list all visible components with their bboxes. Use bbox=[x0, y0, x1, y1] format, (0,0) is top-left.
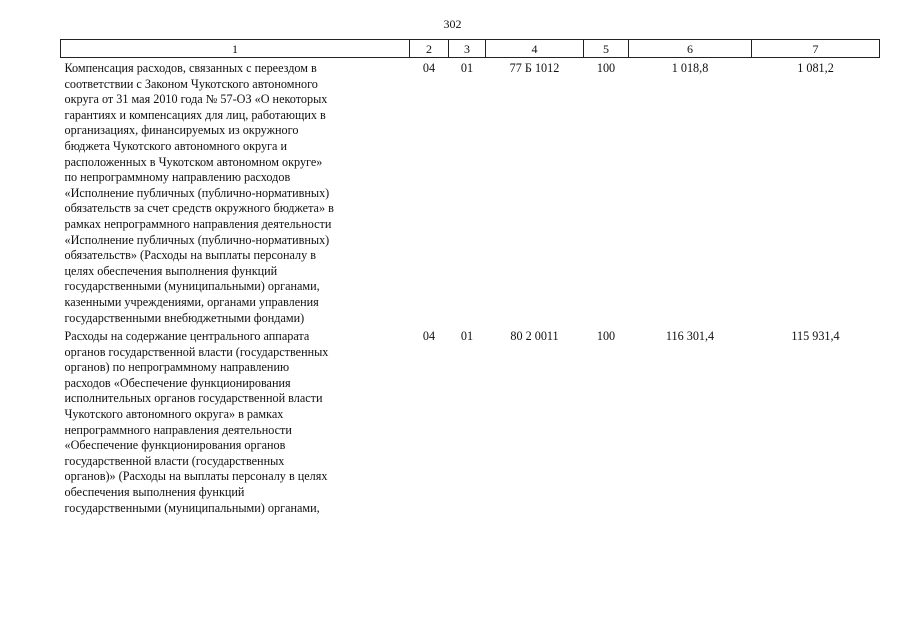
row-expense-type: 100 bbox=[596, 61, 616, 75]
row-expense-type: 100 bbox=[596, 329, 616, 344]
row-amount-1: 1 018,8 bbox=[671, 61, 709, 75]
row-section: 04 bbox=[422, 329, 436, 344]
budget-table bbox=[60, 39, 880, 516]
row-description bbox=[61, 58, 410, 327]
row-amount-1: 116 301,4 bbox=[665, 329, 715, 344]
header-col-4: 4 bbox=[486, 40, 584, 58]
table-row bbox=[61, 326, 880, 516]
row-description-text: Компенсация расходов, связанных с переездом в соответствии с Законом Чукотского автономного округа от 31 мая 2010 года № 57-ОЗ «О некоторых гарантиях и компенсациях для лиц, работающих в организациях, финансируемых из окружного бюджета Чукотского автономного округа и расположенных в Чукотском автономном округе» по непрограммному направлению расходов «Исполнение публичных (публично-нормативных) обязательств за счет средств окружного бюджета» в рамках непрограммного направления деятельности «Исполнение публичных (публично-нормативных) обязательств» (Расходы на выплаты персоналу в целях обеспечения выполнения функций государственными (муниципальными) органами, казенными учреждениями, органами управления государственными внебюджетными фондами) bbox=[64, 61, 334, 325]
row-description-text: Расходы на содержание центрального аппарата органов государственной власти (государственных органов) по непрограммному направлению расходов «Обеспечение функционирования исполнительных органов государственной власти Чукотского автономного округа» в рамках непрограммного направления деятельности «Обеспечение функционирования органов государственной власти (государственных органов)» (Расходы на выплаты персоналу в целях обеспечения выполнения функций государственными (муниципальными) органами, bbox=[64, 329, 329, 515]
header-col-5: 5 bbox=[584, 40, 629, 58]
page-number: 302 bbox=[443, 17, 462, 31]
row-subsection: 01 bbox=[460, 61, 474, 75]
header-col-1: 1 bbox=[61, 40, 410, 58]
row-target-article: 80 2 0011 bbox=[510, 329, 559, 344]
row-subsection: 01 bbox=[460, 329, 474, 344]
header-col-7: 7 bbox=[752, 40, 880, 58]
header-col-2: 2 bbox=[410, 40, 449, 58]
table-row bbox=[61, 58, 880, 327]
header-row bbox=[61, 40, 880, 58]
header-col-6: 6 bbox=[629, 40, 752, 58]
row-section: 04 bbox=[422, 61, 436, 75]
header-col-3: 3 bbox=[449, 40, 486, 58]
row-description bbox=[61, 326, 410, 516]
row-amount-2: 1 081,2 bbox=[797, 61, 834, 75]
row-target-article: 77 Б 1012 bbox=[509, 61, 560, 75]
row-amount-2: 115 931,4 bbox=[791, 329, 840, 344]
